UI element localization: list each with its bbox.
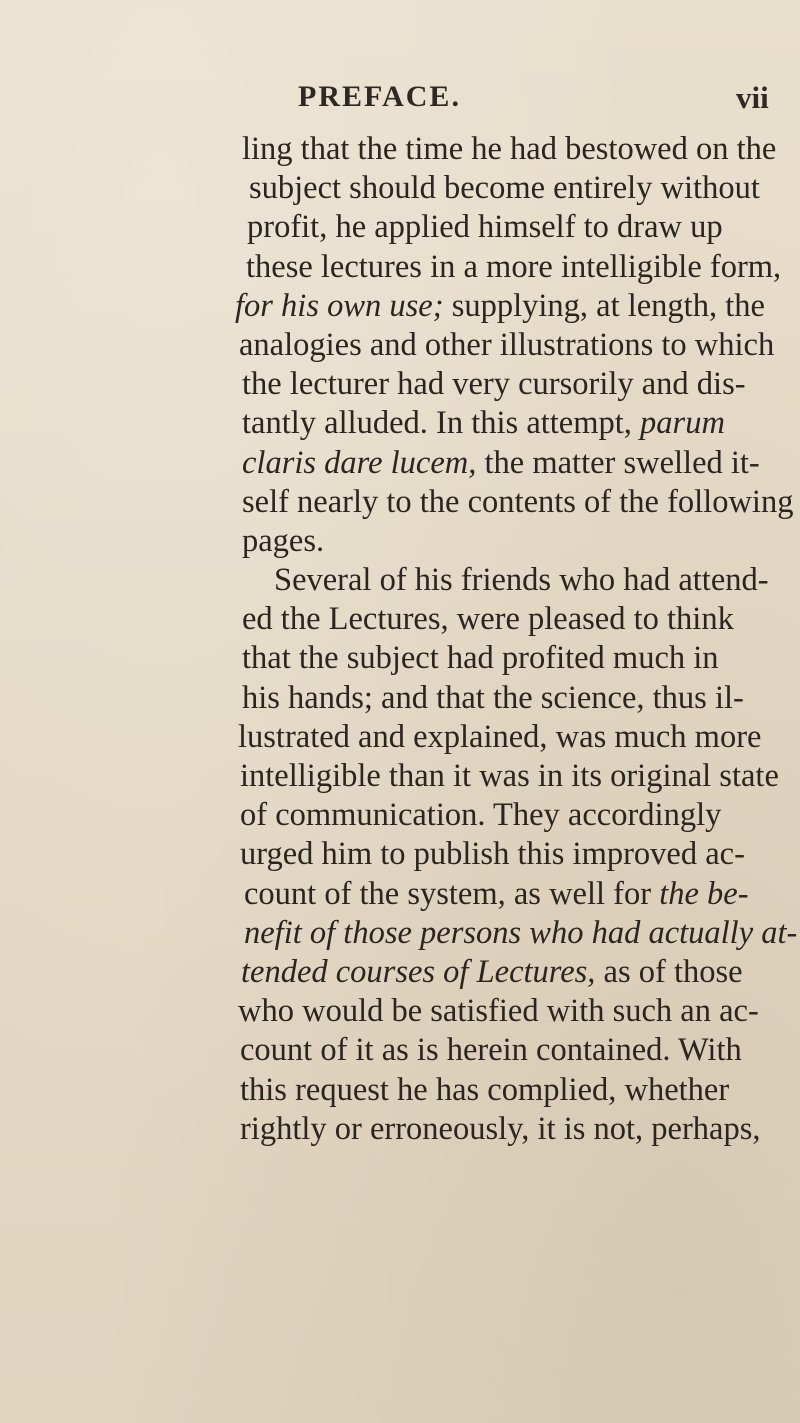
text-line: tended courses of Lectures, as of those [241, 953, 743, 990]
text-line: Several of his friends who had attend- [274, 562, 769, 599]
italic-phrase: claris dare lucem, [242, 444, 477, 481]
italic-phrase: tended courses of Lectures, [241, 953, 596, 990]
text-line [244, 914, 798, 953]
text-line: for his own use; supplying, at length, the [235, 287, 765, 324]
text-line: analogies and other illustrations to which [239, 326, 775, 363]
text-line: intelligible than it was in its original state [240, 758, 779, 794]
text-line: lustrated and explained, was much more [238, 718, 762, 755]
text-line: who would be satisfied with such an ac- [238, 993, 759, 1030]
text-line: that the subject had profited much in [242, 640, 719, 677]
text-line: ed the Lectures, were pleased to think [242, 601, 734, 638]
text-line: ling that the time he had bestowed on the [242, 131, 777, 167]
text-line: rightly or erroneously, it is not, perhaps, [240, 1110, 761, 1147]
text-line: claris dare lucem, the matter swelled it- [242, 444, 760, 481]
italic-phrase: for his own use; [235, 287, 444, 324]
text-line: subject should become entirely without [249, 170, 760, 207]
text-line: pages. [242, 522, 325, 559]
text-line: his hands; and that the science, thus il- [242, 679, 744, 716]
text-line: count of it as is herein contained. With [240, 1032, 742, 1069]
text-line: self nearly to the contents of the following [242, 483, 794, 520]
page-number: vii [736, 80, 769, 115]
text-line: profit, he applied himself to draw up [247, 209, 723, 246]
text-line: this request he has complied, whether [240, 1071, 730, 1108]
running-head [0, 80, 800, 120]
italic-phrase: nefit of those persons who had actually at- [244, 914, 798, 951]
text-line: tantly alluded. In this attempt, parum [242, 405, 725, 442]
running-head-title: PREFACE. [298, 80, 461, 113]
italic-phrase: the be- [659, 875, 749, 912]
text-line: count of the system, as well for the be- [244, 875, 749, 912]
italic-phrase: parum [640, 405, 725, 442]
text-line: the lecturer had very cursorily and dis- [242, 366, 746, 403]
text-line: these lectures in a more intelligible form, [246, 248, 782, 285]
body-text [178, 130, 798, 1149]
text-line: of communication. They accordingly [240, 797, 722, 834]
text-line: urged him to publish this improved ac- [240, 836, 745, 873]
